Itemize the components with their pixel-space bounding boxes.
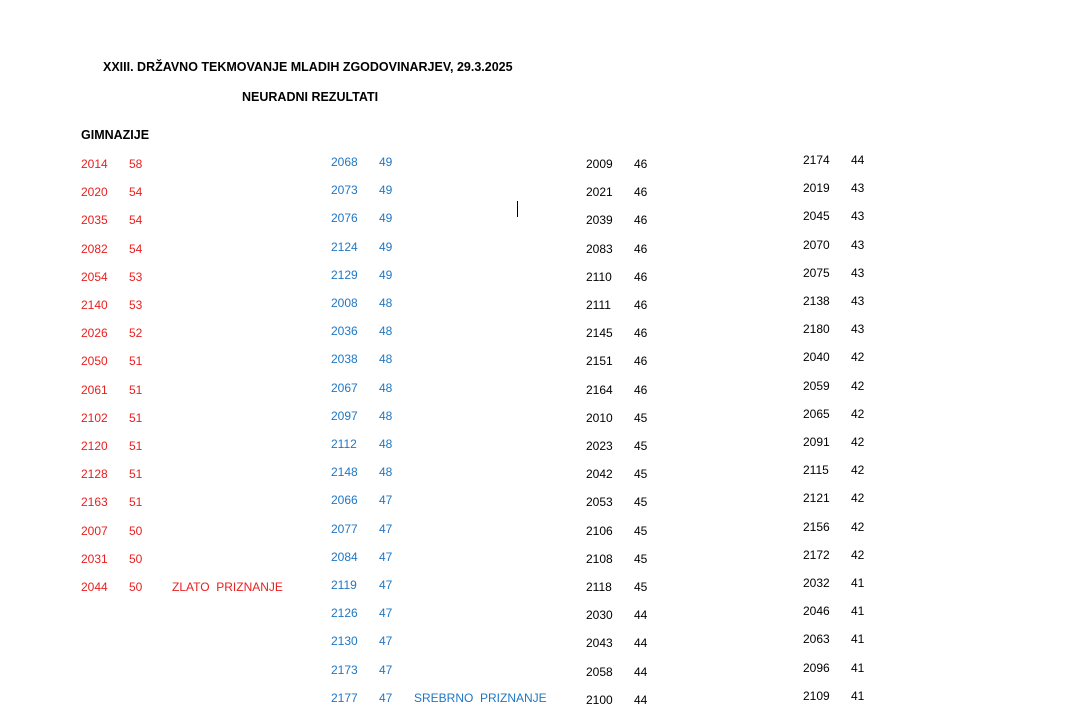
participant-score: 42	[851, 435, 865, 449]
participant-code: 2102	[81, 411, 108, 425]
participant-score: 41	[851, 661, 865, 675]
participant-score: 42	[851, 350, 865, 364]
participant-score: 51	[129, 439, 143, 453]
participant-code: 2045	[803, 209, 830, 223]
participant-score: 51	[129, 467, 143, 481]
participant-code: 2020	[81, 185, 108, 199]
participant-code: 2075	[803, 266, 830, 280]
participant-score: 45	[634, 439, 648, 453]
participant-score: 43	[851, 266, 865, 280]
participant-code: 2140	[81, 298, 108, 312]
section-heading: GIMNAZIJE	[81, 128, 150, 142]
participant-score: 46	[634, 213, 648, 227]
participant-code: 2112	[331, 437, 357, 451]
participant-score: 45	[634, 467, 648, 481]
participant-code: 2053	[586, 495, 613, 509]
participant-score: 41	[851, 576, 865, 590]
participant-code: 2073	[331, 183, 358, 197]
document-subtitle: NEURADNI REZULTATI	[242, 90, 379, 104]
participant-code: 2138	[803, 294, 830, 308]
participant-code: 2019	[803, 181, 830, 195]
participant-code: 2173	[331, 663, 358, 677]
participant-code: 2038	[331, 352, 358, 366]
participant-code: 2083	[586, 242, 613, 256]
participant-code: 2061	[81, 383, 108, 397]
participant-code: 2040	[803, 350, 830, 364]
participant-code: 2036	[331, 324, 358, 338]
participant-score: 54	[129, 213, 143, 227]
participant-code: 2151	[586, 354, 613, 368]
participant-score: 58	[129, 157, 143, 171]
participant-code: 2008	[331, 296, 358, 310]
participant-code: 2156	[803, 520, 830, 534]
participant-code: 2177	[331, 691, 358, 705]
participant-code: 2042	[586, 467, 613, 481]
participant-code: 2035	[81, 213, 108, 227]
participant-score: 46	[634, 354, 648, 368]
participant-code: 2174	[803, 153, 830, 167]
participant-score: 53	[129, 270, 143, 284]
participant-score: 47	[379, 691, 393, 705]
participant-score: 51	[129, 495, 143, 509]
participant-code: 2023	[586, 439, 613, 453]
participant-score: 47	[379, 522, 393, 536]
participant-code: 2082	[81, 242, 108, 256]
participant-code: 2124	[331, 240, 358, 254]
participant-code: 2126	[331, 606, 358, 620]
participant-code: 2130	[331, 634, 358, 648]
participant-score: 48	[379, 437, 393, 451]
participant-code: 2145	[586, 326, 613, 340]
participant-code: 2109	[803, 689, 830, 703]
participant-code: 2091	[803, 435, 830, 449]
participant-code: 2118	[586, 580, 612, 594]
participant-code: 2063	[803, 632, 830, 646]
participant-code: 2021	[586, 185, 613, 199]
participant-score: 42	[851, 491, 865, 505]
participant-score: 46	[634, 185, 648, 199]
participant-code: 2111	[586, 298, 611, 312]
participant-code: 2067	[331, 381, 358, 395]
participant-score: 45	[634, 580, 648, 594]
participant-score: 47	[379, 550, 393, 564]
participant-score: 50	[129, 580, 143, 594]
participant-code: 2108	[586, 552, 613, 566]
participant-score: 41	[851, 632, 865, 646]
participant-code: 2043	[586, 636, 613, 650]
document-title: XXIII. DRŽAVNO TEKMOVANJE MLADIH ZGODOVINARJEV, 29.3.2025	[103, 60, 513, 74]
participant-score: 54	[129, 185, 143, 199]
participant-score: 46	[634, 383, 648, 397]
participant-score: 47	[379, 578, 393, 592]
participant-score: 46	[634, 157, 648, 171]
participant-score: 43	[851, 209, 865, 223]
participant-score: 44	[634, 693, 648, 707]
participant-code: 2163	[81, 495, 108, 509]
participant-score: 43	[851, 181, 865, 195]
participant-code: 2120	[81, 439, 108, 453]
participant-score: 48	[379, 465, 393, 479]
participant-score: 46	[634, 242, 648, 256]
participant-score: 46	[634, 326, 648, 340]
participant-score: 47	[379, 634, 393, 648]
participant-score: 44	[634, 636, 648, 650]
participant-score: 50	[129, 552, 143, 566]
participant-code: 2007	[81, 524, 108, 538]
participant-code: 2010	[586, 411, 613, 425]
participant-score: 49	[379, 268, 393, 282]
participant-code: 2180	[803, 322, 830, 336]
participant-code: 2128	[81, 467, 108, 481]
participant-code: 2009	[586, 157, 613, 171]
participant-code: 2032	[803, 576, 830, 590]
participant-code: 2065	[803, 407, 830, 421]
participant-score: 49	[379, 211, 393, 225]
participant-code: 2031	[81, 552, 108, 566]
participant-code: 2054	[81, 270, 108, 284]
participant-score: 43	[851, 322, 865, 336]
participant-score: 45	[634, 411, 648, 425]
participant-score: 43	[851, 238, 865, 252]
participant-code: 2148	[331, 465, 358, 479]
participant-score: 51	[129, 383, 143, 397]
participant-score: 49	[379, 155, 393, 169]
participant-score: 45	[634, 495, 648, 509]
participant-code: 2059	[803, 379, 830, 393]
participant-score: 41	[851, 689, 865, 703]
participant-score: 47	[379, 663, 393, 677]
participant-score: 49	[379, 183, 393, 197]
participant-score: 50	[129, 524, 143, 538]
participant-code: 2030	[586, 608, 613, 622]
award-label: SREBRNO PRIZNANJE	[414, 691, 547, 705]
participant-score: 47	[379, 493, 393, 507]
participant-score: 44	[634, 608, 648, 622]
participant-code: 2172	[803, 548, 830, 562]
participant-code: 2119	[331, 578, 357, 592]
participant-code: 2121	[803, 491, 830, 505]
participant-score: 45	[634, 552, 648, 566]
participant-score: 48	[379, 409, 393, 423]
participant-code: 2044	[81, 580, 108, 594]
participant-code: 2076	[331, 211, 358, 225]
participant-code: 2129	[331, 268, 358, 282]
participant-code: 2110	[586, 270, 612, 284]
award-label: ZLATO PRIZNANJE	[172, 580, 283, 594]
participant-code: 2046	[803, 604, 830, 618]
participant-score: 43	[851, 294, 865, 308]
participant-score: 41	[851, 604, 865, 618]
participant-score: 54	[129, 242, 143, 256]
participant-score: 42	[851, 407, 865, 421]
participant-score: 48	[379, 296, 393, 310]
participant-code: 2058	[586, 665, 613, 679]
participant-score: 48	[379, 324, 393, 338]
participant-code: 2096	[803, 661, 830, 675]
participant-score: 44	[634, 665, 648, 679]
participant-code: 2039	[586, 213, 613, 227]
participant-code: 2066	[331, 493, 358, 507]
participant-score: 53	[129, 298, 143, 312]
participant-score: 42	[851, 520, 865, 534]
participant-score: 42	[851, 379, 865, 393]
participant-score: 48	[379, 352, 393, 366]
participant-score: 52	[129, 326, 143, 340]
participant-code: 2084	[331, 550, 358, 564]
participant-code: 2070	[803, 238, 830, 252]
participant-score: 51	[129, 411, 143, 425]
participant-code: 2164	[586, 383, 613, 397]
participant-score: 44	[851, 153, 865, 167]
participant-code: 2014	[81, 157, 108, 171]
participant-code: 2100	[586, 693, 613, 707]
participant-score: 42	[851, 463, 865, 477]
participant-code: 2106	[586, 524, 613, 538]
participant-score: 48	[379, 381, 393, 395]
participant-score: 51	[129, 354, 143, 368]
participant-score: 49	[379, 240, 393, 254]
participant-code: 2077	[331, 522, 358, 536]
participant-code: 2050	[81, 354, 108, 368]
participant-code: 2026	[81, 326, 108, 340]
participant-code: 2115	[803, 463, 829, 477]
participant-score: 46	[634, 270, 648, 284]
participant-code: 2097	[331, 409, 358, 423]
participant-score: 46	[634, 298, 648, 312]
participant-score: 42	[851, 548, 865, 562]
participant-code: 2068	[331, 155, 358, 169]
participant-score: 45	[634, 524, 648, 538]
participant-score: 47	[379, 606, 393, 620]
text-cursor	[517, 201, 518, 217]
